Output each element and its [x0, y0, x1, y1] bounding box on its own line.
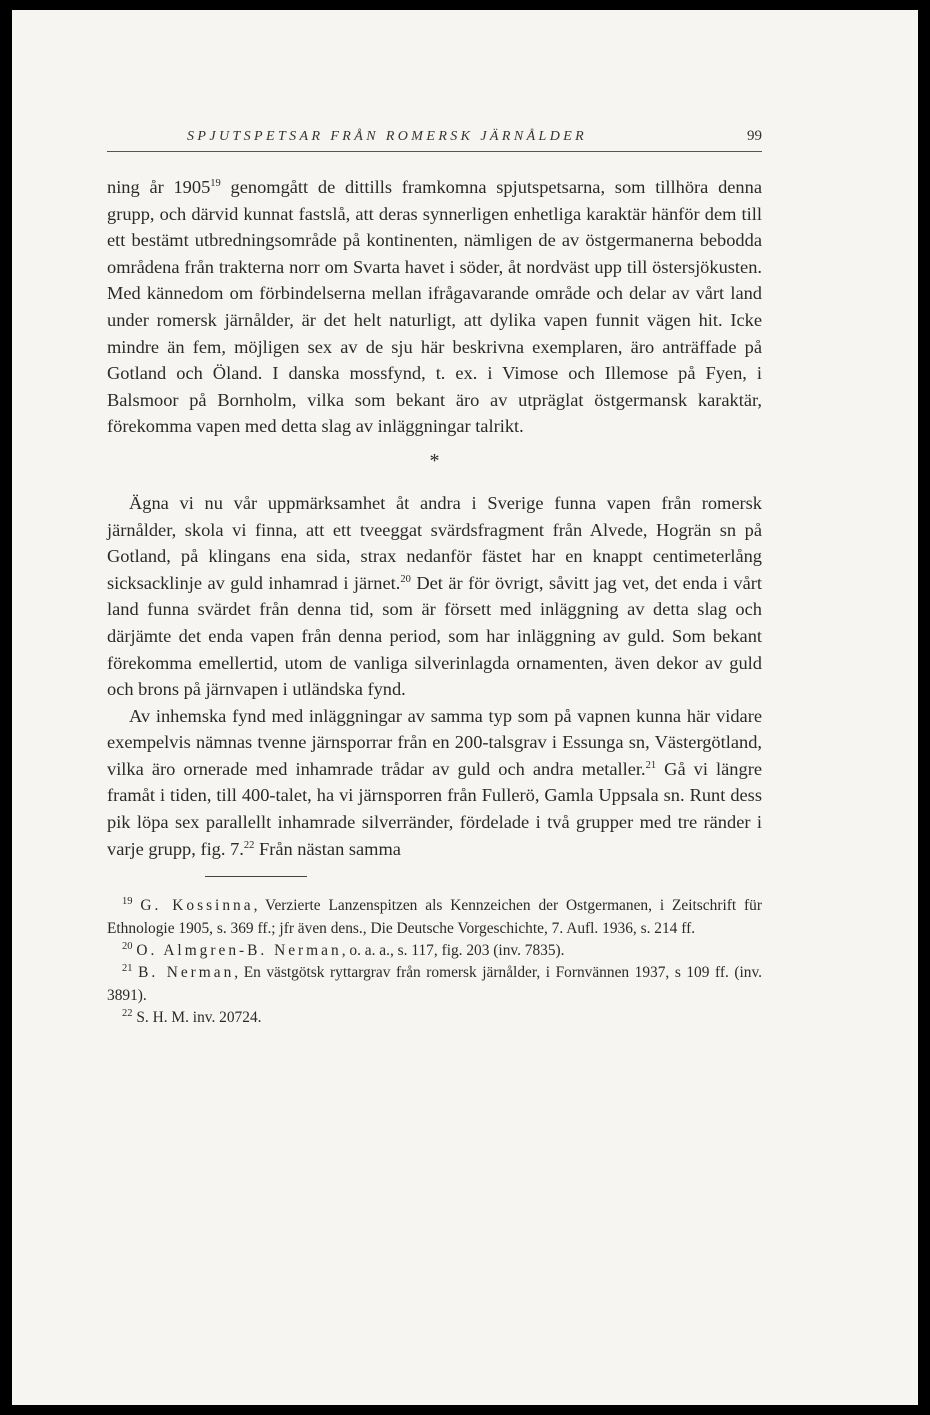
section-asterisk: * — [429, 449, 440, 472]
book-page — [12, 10, 918, 1405]
footnote-rule — [205, 876, 307, 877]
paragraph-2: Ägna vi nu vår uppmärksamhet åt andra i Sverige funna vapen från romersk järnålder, skola vi finna, att ett tveeggat svärdsfragment från Alvede, Hogrän sn på Gotland, på klingans ena sida, strax nedanför fästet har en knappt centimeterlång sicksacklinje av guld inhamrad i järnet.$^{20}$ Det är för övrigt, såvitt jag vet, det enda i vårt land funna svärdet från denna tid, som är försett med inläggning av detta slag och därjämte det enda vapen från denna period, som har inläggning av guld. Som bekant förekomma emellertid, utom de vanliga silverinlagda ornamenten, även dekor av guld och brons på järnvapen i utländska fynd. — [107, 492, 762, 700]
footnote-ref-22: 22 — [243, 839, 255, 851]
footnote-ref-20: 20 — [400, 573, 411, 585]
footnote-19: $^{19}$ G. Kossinna, Verzierte Lanzenspitzen als Kennzeichen der Ostgermanen, i Zeitschrift für Ethnologie 1905, s. 369 ff.; jfr även dens., Die Deutsche Vorgeschichte, 7. Aufl. 1936, s. 214 ff. — [107, 896, 762, 937]
page-content — [107, 128, 762, 1030]
page-number: 99 — [747, 128, 762, 144]
running-head — [107, 128, 762, 152]
footnotes — [107, 895, 762, 1029]
paragraph-1: ning år 1905$^{19}$ genomgått de dittills framkomna spjutspetsarna, som tillhöra denna grupp, och därvid kunnat fastslå, att deras synnerligen enhetliga karaktär hänför dem till ett bestämt utbredningsområde på kontinenten, nämligen de av östgermanerna bebodda områdena från trakterna norr om Svarta havet i söder, åt nordväst upp till östersjökusten. Med kännedom om förbindelserna mellan ifrågavarande område och delar av vårt land under romersk järnålder, är det helt naturligt, att dylika vapen funnit vägen hit. Icke mindre än fem, möjligen sex av de sju här beskrivna exemplaren, äro anträffade på Gotland och Öland. I danska mossfynd, t. ex. i Vimose och Illemose på Fyen, i Balsmoor på Bornholm, vilka som bekant äro av utpräglat östgermansk karaktär, förekomma vapen med detta slag av inläggningar talrikt. — [107, 177, 762, 437]
paragraph-3: Av inhemska fynd med inläggningar av samma typ som på vapnen kunna här vidare exempelvis nämnas tvenne järnsporrar från en 200-talsgrav i Essunga sn, Västergötland, vilka äro ornerade med inhamrade trådar av guld och andra metaller.$^{21}$ Gå vi längre framåt i tiden, till 400-talet, ha vi järnsporren från Fullerö, Gamla Uppsala sn. Runt dess pik löpa sex parallellt inhamrade silverränder, fördelade i två grupper med tre ränder i varje grupp, fig. 7.22 Från nästan samma — [107, 705, 762, 859]
footnote-ref-21: 21 — [645, 759, 657, 771]
footnote-22: $^{22}$ S. H. M. inv. 20724. — [122, 1008, 262, 1027]
footnote-20: $^{20}$ O. Almgren-B. Nerman, o. a. a., s. 117, fig. 203 (inv. 7835). — [122, 940, 565, 960]
running-title: SPJUTSPETSAR FRÅN ROMERSK JÄRNÅLDER — [187, 129, 588, 144]
footnote-ref-19: 19 — [210, 177, 221, 189]
footnote-21: $^{21}$ B. Nerman, En västgötsk ryttargrav från romersk järnålder, i Fornvännen 1937, s 109 ff. (inv. 3891). — [107, 963, 763, 1004]
body-text — [107, 174, 762, 862]
